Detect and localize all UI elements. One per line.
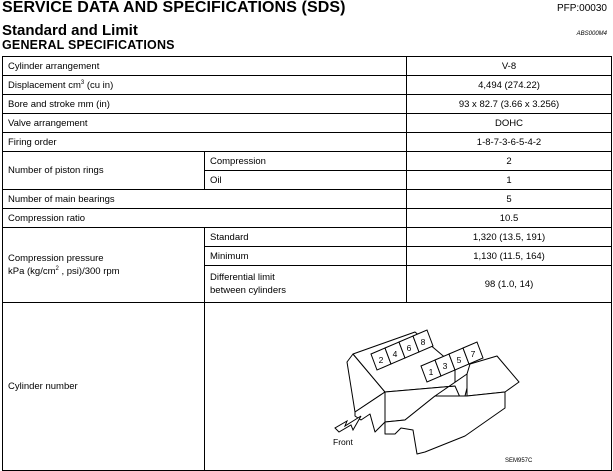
spec-sublabel: Standard xyxy=(205,228,407,247)
spec-value: 98 (1.0, 14) xyxy=(407,266,612,303)
spec-label: Valve arrangement xyxy=(3,114,407,133)
spec-value: 1-8-7-3-6-5-4-2 xyxy=(407,133,612,152)
front-arrow-icon xyxy=(335,416,361,432)
cylinder-number-label: 7 xyxy=(470,348,476,359)
table-row xyxy=(3,76,612,95)
table-row xyxy=(3,209,612,228)
spec-label: Compression ratio xyxy=(3,209,407,228)
table-row xyxy=(3,114,612,133)
section-subtitle: Standard and Limit xyxy=(2,22,138,39)
table-row xyxy=(3,95,612,114)
table-row xyxy=(3,303,612,471)
table-row xyxy=(3,133,612,152)
table-row xyxy=(3,152,612,171)
cylinder-number-label: 1 xyxy=(428,366,434,377)
spec-label: Number of piston rings xyxy=(3,152,205,190)
spec-sublabel: Minimum xyxy=(205,247,407,266)
figure-code: SEM957C xyxy=(505,457,533,464)
spec-value: V-8 xyxy=(407,57,612,76)
cylinder-number-label: 5 xyxy=(456,354,462,365)
spec-value: 93 x 82.7 (3.66 x 3.256) xyxy=(407,95,612,114)
displacement-label: Displacement cm xyxy=(8,79,81,91)
diff-label-line2: between cylinders xyxy=(210,285,287,296)
pressure-label-line2a: kPa (kg/cm xyxy=(8,266,56,277)
cylinder-number-label: 2 xyxy=(378,354,384,365)
spec-label xyxy=(3,228,205,303)
spec-value: 10.5 xyxy=(407,209,612,228)
spec-label: Number of main bearings xyxy=(3,190,407,209)
table-row xyxy=(3,190,612,209)
unit-tail: (cu in) xyxy=(84,79,114,91)
general-specifications-table xyxy=(2,56,612,471)
spec-value: 2 xyxy=(407,152,612,171)
spec-sublabel: Compression xyxy=(205,152,407,171)
spec-value: 1,320 (13.5, 191) xyxy=(407,228,612,247)
section-heading: GENERAL SPECIFICATIONS xyxy=(2,38,175,52)
spec-label: Cylinder arrangement xyxy=(3,57,407,76)
unit-superscript: 2 xyxy=(55,266,59,272)
section-code: ABS000M4 xyxy=(576,31,607,37)
engine-v8-illustration xyxy=(205,304,611,470)
spec-value: 1 xyxy=(407,171,612,190)
spec-sublabel: Oil xyxy=(205,171,407,190)
spec-value: 1,130 (11.5, 164) xyxy=(407,247,612,266)
cylinder-number-label: 8 xyxy=(420,336,426,347)
spec-sublabel xyxy=(205,266,407,303)
cylinder-number-label: 6 xyxy=(406,342,412,353)
page-title: SERVICE DATA AND SPECIFICATIONS (SDS) xyxy=(2,0,346,16)
pfp-code: PFP:00030 xyxy=(556,3,607,14)
cylinder-number-diagram xyxy=(205,303,612,471)
pressure-label-line2b: , psi)/300 rpm xyxy=(58,266,120,277)
table-row xyxy=(3,228,612,247)
spec-label: Bore and stroke mm (in) xyxy=(3,95,407,114)
spec-value: DOHC xyxy=(407,114,612,133)
spec-value: 4,494 (274.22) xyxy=(407,76,612,95)
spec-label: Firing order xyxy=(3,133,407,152)
unit-superscript: 3 xyxy=(80,79,85,86)
cylinder-number-label: 4 xyxy=(392,348,398,359)
cylinder-number-label: 3 xyxy=(442,360,448,371)
diff-label-line1: Differential limit xyxy=(210,272,275,283)
spec-label: Cylinder number xyxy=(3,303,205,471)
spec-label xyxy=(3,76,407,95)
front-label: Front xyxy=(333,436,353,447)
pressure-label-line1: Compression pressure xyxy=(8,253,104,264)
table-row xyxy=(3,57,612,76)
spec-value: 5 xyxy=(407,190,612,209)
